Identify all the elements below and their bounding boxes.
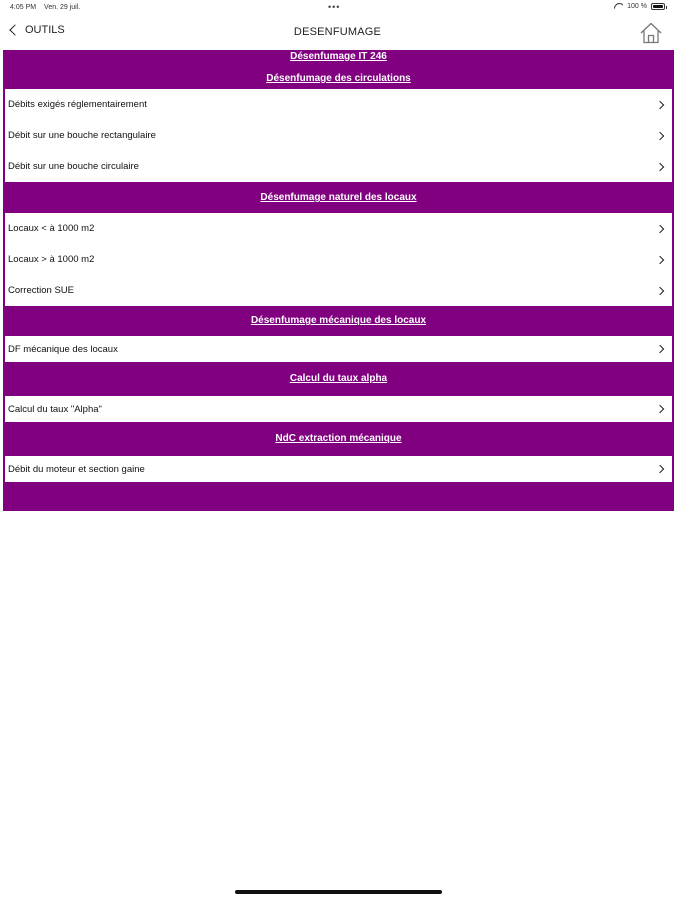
list-item[interactable]	[5, 456, 672, 482]
status-bar	[0, 0, 675, 16]
section-header-alpha: Calcul du taux alpha	[289, 373, 388, 384]
navigation-bar	[0, 16, 675, 50]
chevron-right-icon	[656, 224, 664, 232]
home-indicator[interactable]	[235, 890, 442, 894]
home-icon	[639, 21, 663, 45]
list-item-label: Débits exigés réglementairement	[8, 99, 147, 110]
list-item-label: Locaux > à 1000 m2	[8, 254, 95, 265]
chevron-right-icon	[656, 100, 664, 108]
chevron-right-icon	[656, 465, 664, 473]
chevron-right-icon	[656, 162, 664, 170]
section-naturel	[5, 213, 672, 306]
list-item[interactable]	[5, 244, 672, 275]
list-item-label: Locaux < à 1000 m2	[8, 223, 95, 234]
list-item[interactable]	[5, 151, 672, 182]
list-item-label: DF mécanique des locaux	[8, 343, 118, 355]
chevron-right-icon	[656, 405, 664, 413]
chevron-right-icon	[656, 255, 664, 263]
section-header-mecanique: Désenfumage mécanique des locaux	[250, 315, 427, 326]
section-circulations	[5, 89, 672, 182]
status-time-date	[10, 4, 80, 11]
chevron-right-icon	[656, 131, 664, 139]
battery-icon	[651, 3, 665, 10]
section-ndc	[5, 456, 672, 482]
section-alpha	[5, 396, 672, 422]
list-item-label: Débit du moteur et section gaine	[8, 463, 145, 475]
status-time: 4:05 PM	[10, 4, 37, 11]
main-title: Désenfumage IT 246	[290, 51, 387, 62]
section-header-naturel: Désenfumage naturel des locaux	[260, 192, 417, 203]
list-item[interactable]	[5, 89, 672, 120]
list-item[interactable]	[5, 120, 672, 151]
list-item-label: Débit sur une bouche circulaire	[8, 161, 139, 172]
page-title: DESENFUMAGE	[293, 26, 382, 38]
list-item[interactable]	[5, 336, 672, 362]
list-item[interactable]	[5, 275, 672, 306]
home-button[interactable]	[639, 21, 663, 45]
multitasking-dots-icon[interactable]: •••	[328, 2, 341, 12]
status-date: Ven. 29 juil.	[44, 4, 81, 11]
list-item-label: Calcul du taux "Alpha"	[8, 403, 102, 415]
content-panel	[3, 50, 674, 511]
list-item-label: Débit sur une bouche rectangulaire	[8, 130, 156, 141]
section-header-ndc: NdC extraction mécanique	[275, 433, 402, 444]
list-item-label: Correction SUE	[8, 285, 74, 296]
chevron-right-icon	[656, 345, 664, 353]
battery-percent: 100 %	[627, 3, 647, 10]
list-item[interactable]	[5, 213, 672, 244]
section-header-circulations: Désenfumage des circulations	[266, 73, 411, 84]
wifi-icon	[614, 3, 623, 10]
back-button-label: OUTILS	[25, 24, 65, 36]
section-mecanique	[5, 336, 672, 362]
chevron-right-icon	[656, 286, 664, 294]
status-indicators	[614, 3, 665, 10]
list-item[interactable]	[5, 396, 672, 422]
